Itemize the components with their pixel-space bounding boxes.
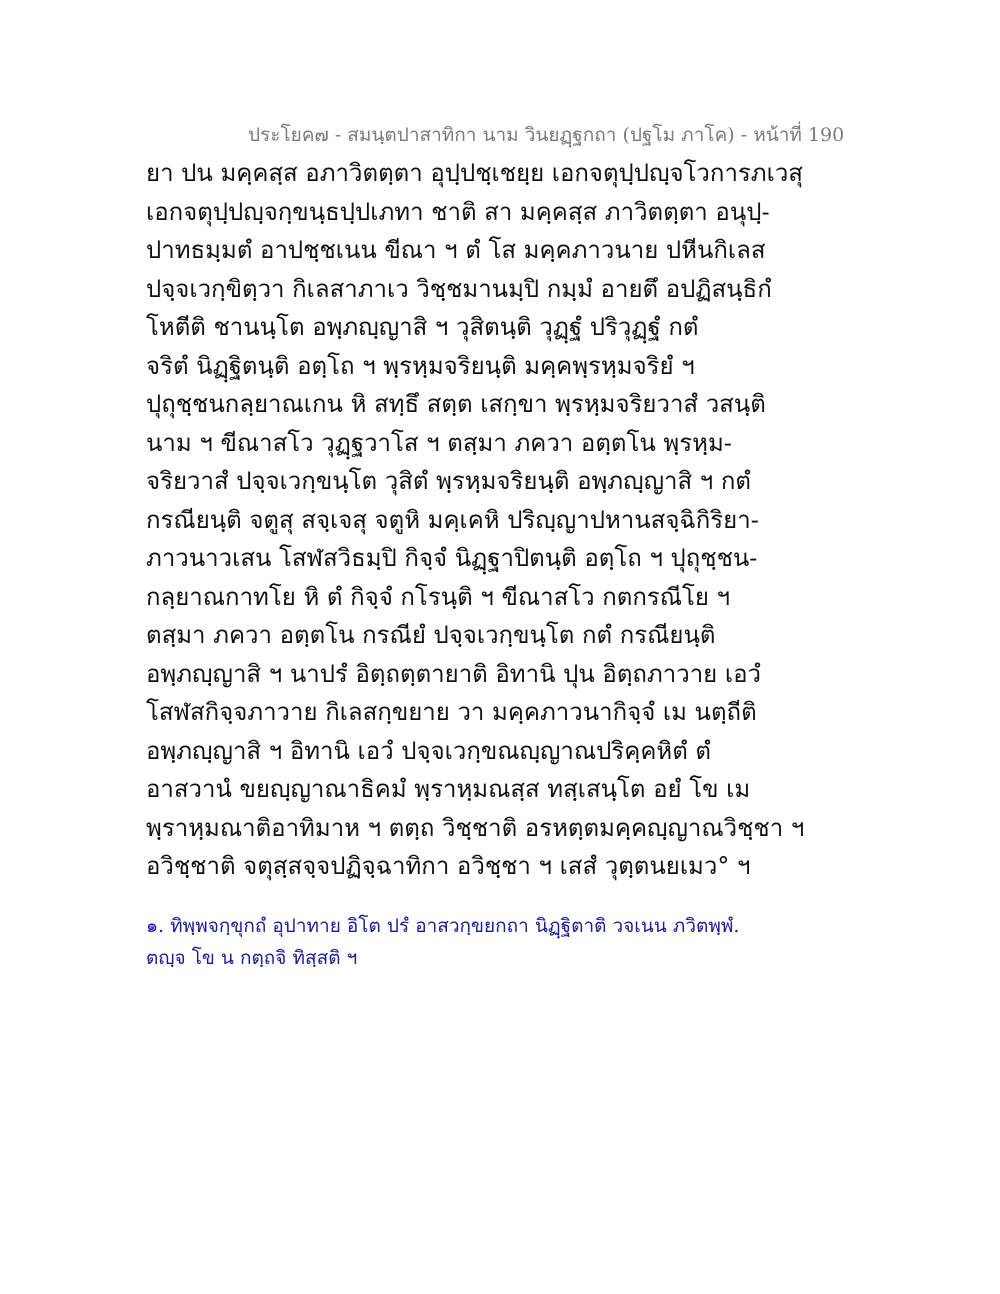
text-line: ปุถุชฺชนกลฺยาณเกน หิ สทฺธึ สตฺต เสกฺขา พฺรหฺมจริยวาสํ วสนฺติ xyxy=(146,390,766,418)
text-line: อพฺภญฺญาสิ ฯ อิทานิ เอวํ ปจฺจเวกฺขณญฺญาณปริคฺคหิตํ ตํ xyxy=(146,736,712,765)
footnotes xyxy=(146,910,740,974)
text-line: นาม ฯ ขีณาสโว วุฏฺฐวาโส ฯ ตสฺมา ภควา อตฺตโน พฺรหฺม- xyxy=(146,428,732,457)
text-line: อาสวานํ ขยญฺญาณาธิคมํ พฺราหฺมณสฺส ทสฺเสนฺโต อยํ โข เม xyxy=(146,775,751,803)
text-line: ปาทธมฺมตํ อาปชฺชเนน ขีณา ฯ ตํ โส มคฺคภาวนาย ปหีนกิเลส xyxy=(146,236,766,264)
text-line: ภาวนาวเสน โสฬสวิธมฺปิ กิจฺจํ นิฏฺฐาปิตนฺติ อตฺโถ ฯ ปุถุชฺชน- xyxy=(146,544,758,572)
text-line: ปจฺจเวกฺขิตฺวา กิเลสาภาเว วิชฺชมานมฺปิ กมฺมํ อายตึ อปฏิสนฺธิกํ xyxy=(146,274,772,303)
text-line: จริยวาสํ ปจฺจเวกฺขนฺโต วุสิตํ พฺรหฺมจริยนฺติ อพฺภญฺญาสิ ฯ กตํ xyxy=(146,467,751,495)
text-line: ตสฺมา ภควา อตฺตโน กรณียํ ปจฺจเวกฺขนฺโต กตํ กรณียนฺติ xyxy=(146,621,716,649)
text-line: กลฺยาณกาทโย หิ ตํ กิจฺจํ กโรนฺติ ฯ ขีณาสโว กตกรณีโย ฯ xyxy=(146,582,731,611)
text-line: โสฬสกิจฺจภาวาย กิเลสกฺขยาย วา มคฺคภาวนากิจฺจํ เม นตฺถีติ xyxy=(146,698,757,726)
text-line: ยา ปน มคฺคสฺส อภาวิตตฺตา อุปฺปชฺเชยฺย เอกจตุปฺปญฺจโวการภเวสุ xyxy=(146,159,803,187)
running-header: ประโยค๗ - สมนฺตปาสาทิกา นาม วินยฏฺฐกถา (ปฐโม ภาโค) - หน้าที่ 190 xyxy=(248,124,845,146)
text-line: จริตํ นิฏฺฐิตนฺติ อตฺโถ ฯ พฺรหฺมจริยนฺติ มคฺคพฺรหฺมจริยํ ฯ xyxy=(146,351,695,380)
text-line: กรณียนฺติ จตูสุ สจฺเจสุ จตูหิ มคฺเคหิ ปริญฺญาปหานสจฺฉิกิริยา- xyxy=(146,505,759,534)
text-line: โหตีติ ชานนฺโต อพฺภญฺญาสิ ฯ วุสิตนฺติ วุฏฺฐํ ปริวุฏฺฐํ กตํ xyxy=(146,313,699,341)
text-line: เอกจตุปฺปญฺจกฺขนฺธปฺปเภทา ชาติ สา มคฺคสฺส ภาวิตตฺตา อนุปฺ- xyxy=(146,197,770,226)
text-line: อพฺภญฺญาสิ ฯ นาปรํ อิตฺถตฺตายาติ อิทานิ ปุน อิตฺถภาวาย เอวํ xyxy=(146,659,761,688)
text-line: พฺราหฺมณาติอาทิมาห ฯ ตตฺถ วิชฺชาติ อรหตฺตมคฺคญฺญาณวิชฺชา ฯ xyxy=(146,813,805,842)
text-line: อวิชฺชาติ จตุสฺสจฺจปฏิจฺฉาทิกา อวิชฺชา ฯ เสสํ วุตฺตนยเมว° ฯ xyxy=(146,852,751,880)
footnote-line: ตญฺจ โข น กตฺถจิ ทิสฺสติ ฯ xyxy=(146,947,358,969)
footnote-line: ๑. ทิพฺพจกฺขุกถํ อุปาทาย อิโต ปรํ อาสวกฺขยกถา นิฏฺฐิตาติ วจเนน ภวิตพฺพํ. xyxy=(146,915,740,937)
body-text xyxy=(146,154,805,886)
